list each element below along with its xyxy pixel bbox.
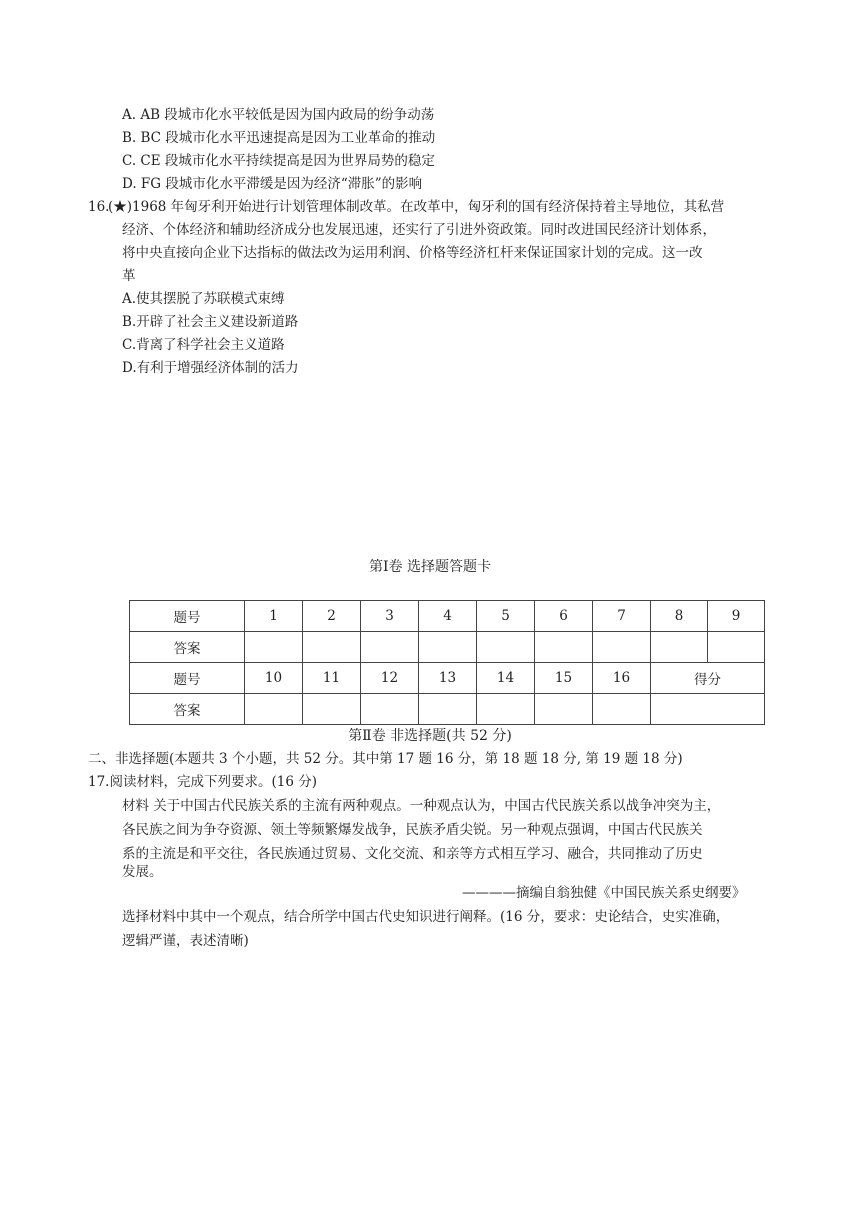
q16-stem-line-1: (★)1968 年匈牙利开始进行计划管理体制改革。在改革中，匈牙利的国有经济保持着主导地位，其私营 [108, 199, 725, 215]
question-number-cell: 7 [593, 601, 651, 632]
q16-stem-line-3: 将中央直接向企业下达指标的做法改为运用利润、价格等经济杠杆来保证国家计划的完成。这一改 [122, 245, 703, 261]
q16-number: 16. [88, 199, 110, 215]
question-number-cell: 10 [245, 663, 303, 694]
question-number-cell: 13 [419, 663, 477, 694]
q17-material-line-1: 材料 关于中国古代民族关系的主流有两种观点。一种观点认为，中国古代民族关系以战争冲突为主， [122, 798, 721, 814]
q15-option-c: C. CE 段城市化水平持续提高是因为世界局势的稳定 [122, 153, 435, 169]
answer-cell[interactable] [535, 694, 593, 725]
answer-label: 答案 [130, 694, 245, 725]
q17-heading: 17.阅读材料，完成下列要求。(16 分) [88, 774, 317, 790]
section-2-title: 第Ⅱ卷 非选择题(共 52 分) [348, 728, 512, 744]
q17-task-line-1: 选择材料中其中一个观点，结合所学中国古代史知识进行阐释。(16 分，要求：史论结合，史实准确， [122, 909, 730, 925]
answer-cell[interactable] [593, 632, 651, 663]
q16-stem-line-4: 革 [122, 268, 136, 284]
question-number-cell: 2 [303, 601, 361, 632]
question-number-cell: 8 [651, 601, 708, 632]
answer-cell[interactable] [303, 694, 361, 725]
question-number-label: 题号 [130, 601, 245, 632]
score-label: 得分 [651, 663, 765, 694]
question-number-cell: 14 [477, 663, 535, 694]
question-number-cell: 9 [708, 601, 765, 632]
question-number-cell: 1 [245, 601, 303, 632]
answer-card-table [129, 600, 765, 725]
question-number-cell: 11 [303, 663, 361, 694]
q17-task-line-2: 逻辑严谨，表述清晰) [122, 933, 249, 949]
q16-option-d: D.有利于增强经济体制的活力 [122, 360, 299, 376]
answer-cell[interactable] [245, 632, 303, 663]
question-number-cell: 4 [419, 601, 477, 632]
answer-card-row-numbers-1 [130, 601, 765, 632]
question-number-label: 题号 [130, 663, 245, 694]
q15-option-d: D. FG 段城市化水平滞缓是因为经济“滞胀”的影响 [122, 176, 423, 192]
answer-card-row-numbers-2 [130, 663, 765, 694]
q17-material-line-3: 系的主流是和平交往，各民族通过贸易、文化交流、和亲等方式相互学习、融合，共同推动了历史 [122, 846, 703, 862]
answer-cell[interactable] [593, 694, 651, 725]
answer-cell[interactable] [535, 632, 593, 663]
answer-card-row-answers-1 [130, 632, 765, 663]
answer-cell[interactable] [419, 632, 477, 663]
answer-cell[interactable] [245, 694, 303, 725]
answer-card-row-answers-2 [130, 694, 765, 725]
score-cell[interactable] [651, 694, 765, 725]
question-number-cell: 12 [361, 663, 419, 694]
q16-option-a: A.使其摆脱了苏联模式束缚 [122, 291, 285, 307]
q16-option-c: C.背离了科学社会主义道路 [122, 337, 285, 353]
q17-material-line-2: 各民族之间为争夺资源、领土等频繁爆发战争，民族矛盾尖锐。另一种观点强调，中国古代民族关 [122, 822, 703, 838]
answer-cell[interactable] [361, 632, 419, 663]
q16-option-b: B.开辟了社会主义建设新道路 [122, 314, 299, 330]
answer-cell[interactable] [708, 632, 765, 663]
question-number-cell: 6 [535, 601, 593, 632]
section-2-intro: 二、非选择题(本题共 3 个小题，共 52 分。其中第 17 题 16 分，第 18 题 18 分, 第 19 题 18 分) [88, 751, 683, 767]
answer-cell[interactable] [477, 632, 535, 663]
question-number-cell: 5 [477, 601, 535, 632]
answer-cell[interactable] [419, 694, 477, 725]
q15-option-a: A. AB 段城市化水平较低是因为国内政局的纷争动荡 [122, 107, 435, 123]
question-number-cell: 3 [361, 601, 419, 632]
answer-cell[interactable] [303, 632, 361, 663]
q17-material-line-4: 发展。 [122, 864, 163, 880]
question-number-cell: 15 [535, 663, 593, 694]
q15-option-b: B. BC 段城市化水平迅速提高是因为工业革命的推动 [122, 130, 436, 146]
q16-stem-line-2: 经济、个体经济和辅助经济成分也发展迅速，还实行了引进外资政策。同时改进国民经济计划体系， [122, 222, 716, 238]
answer-cell[interactable] [651, 632, 708, 663]
answer-cell[interactable] [361, 694, 419, 725]
answer-card-title: 第Ⅰ卷 选择题答题卡 [369, 559, 491, 575]
question-number-cell: 16 [593, 663, 651, 694]
answer-cell[interactable] [477, 694, 535, 725]
q17-material-source: ————摘编自翁独健《中国民族关系史纲要》 [462, 885, 746, 901]
answer-label: 答案 [130, 632, 245, 663]
